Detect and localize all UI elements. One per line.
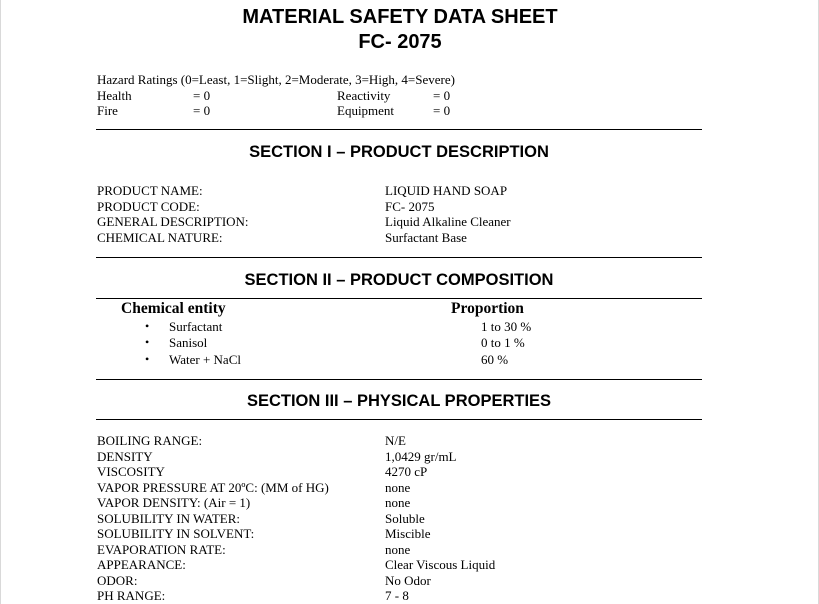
document-title: MATERIAL SAFETY DATA SHEET — [242, 6, 558, 28]
section-divider — [96, 298, 702, 299]
property-value: Clear Viscous Liquid — [385, 557, 496, 572]
section-1-values — [385, 183, 511, 245]
column-header-proportion: Proportion — [451, 300, 524, 317]
section-3-labels — [97, 433, 329, 604]
property-label: BOILING RANGE: — [97, 433, 203, 448]
bullet-icon: • — [145, 352, 150, 366]
property-value: none — [385, 541, 411, 557]
field-label: PRODUCT CODE: — [97, 198, 200, 214]
property-value: 4270 cP — [385, 464, 428, 479]
document-subtitle: FC- 2075 — [358, 31, 442, 53]
property-value: 7 - 8 — [385, 588, 409, 603]
property-label: DENSITY — [97, 448, 153, 464]
hazard-fire-value: = 0 — [193, 103, 211, 118]
section-3-values — [385, 433, 495, 604]
hazard-equipment-label: Equipment — [337, 103, 395, 118]
section-divider — [96, 129, 702, 130]
bullet-icon: • — [145, 335, 150, 349]
section-1-title: SECTION I – PRODUCT DESCRIPTION — [249, 143, 549, 161]
property-label: VAPOR PRESSURE AT 20ºC: (MM of HG) — [97, 479, 329, 495]
property-value: none — [385, 479, 411, 495]
property-label: VISCOSITY — [97, 464, 165, 479]
property-value: Soluble — [385, 510, 425, 526]
field-value: Surfactant Base — [385, 229, 467, 245]
field-label: CHEMICAL NATURE: — [97, 229, 223, 245]
hazard-equipment-value: = 0 — [433, 103, 451, 118]
section-divider — [96, 257, 702, 258]
hazard-heading: Hazard Ratings (0=Least, 1=Slight, 2=Moderate, 3=High, 4=Severe) — [97, 72, 455, 87]
composition-proportion: 1 to 30 % — [481, 319, 532, 334]
property-value: Miscible — [385, 526, 431, 541]
composition-proportion: 60 % — [481, 352, 509, 367]
bullet-icon: • — [145, 319, 150, 333]
column-header-chemical-entity: Chemical entity — [121, 300, 226, 317]
hazard-reactivity-value: = 0 — [433, 88, 451, 103]
property-label: SOLUBILITY IN SOLVENT: — [97, 526, 255, 541]
property-value: 1,0429 gr/mL — [385, 448, 457, 464]
property-value: N/E — [385, 433, 406, 448]
property-label: APPEARANCE: — [97, 557, 186, 572]
section-2-title: SECTION II – PRODUCT COMPOSITION — [244, 271, 554, 289]
property-value: No Odor — [385, 572, 431, 588]
field-value: LIQUID HAND SOAP — [385, 183, 508, 198]
section-divider — [96, 379, 702, 380]
section-divider — [96, 419, 702, 420]
composition-entity: Surfactant — [169, 319, 223, 334]
composition-entity: Water + NaCl — [169, 352, 241, 367]
hazard-reactivity-label: Reactivity — [337, 88, 391, 103]
field-label: PRODUCT NAME: — [97, 183, 203, 198]
hazard-health-value: = 0 — [193, 88, 211, 103]
property-label: VAPOR DENSITY: (Air = 1) — [97, 495, 251, 510]
property-label: SOLUBILITY IN WATER: — [97, 510, 240, 526]
section-3-title: SECTION III – PHYSICAL PROPERTIES — [246, 392, 552, 410]
property-label: ODOR: — [97, 572, 138, 588]
field-value: Liquid Alkaline Cleaner — [385, 214, 511, 229]
hazard-fire-label: Fire — [97, 103, 118, 118]
hazard-health-label: Health — [97, 88, 132, 103]
field-label: GENERAL DESCRIPTION: — [97, 214, 249, 229]
section-1-labels — [97, 183, 249, 245]
property-value: none — [385, 495, 411, 510]
field-value: FC- 2075 — [385, 198, 435, 214]
composition-entity: Sanisol — [169, 335, 208, 350]
property-label: PH RANGE: — [97, 588, 166, 603]
composition-proportion: 0 to 1 % — [481, 335, 525, 350]
property-label: EVAPORATION RATE: — [97, 541, 226, 557]
